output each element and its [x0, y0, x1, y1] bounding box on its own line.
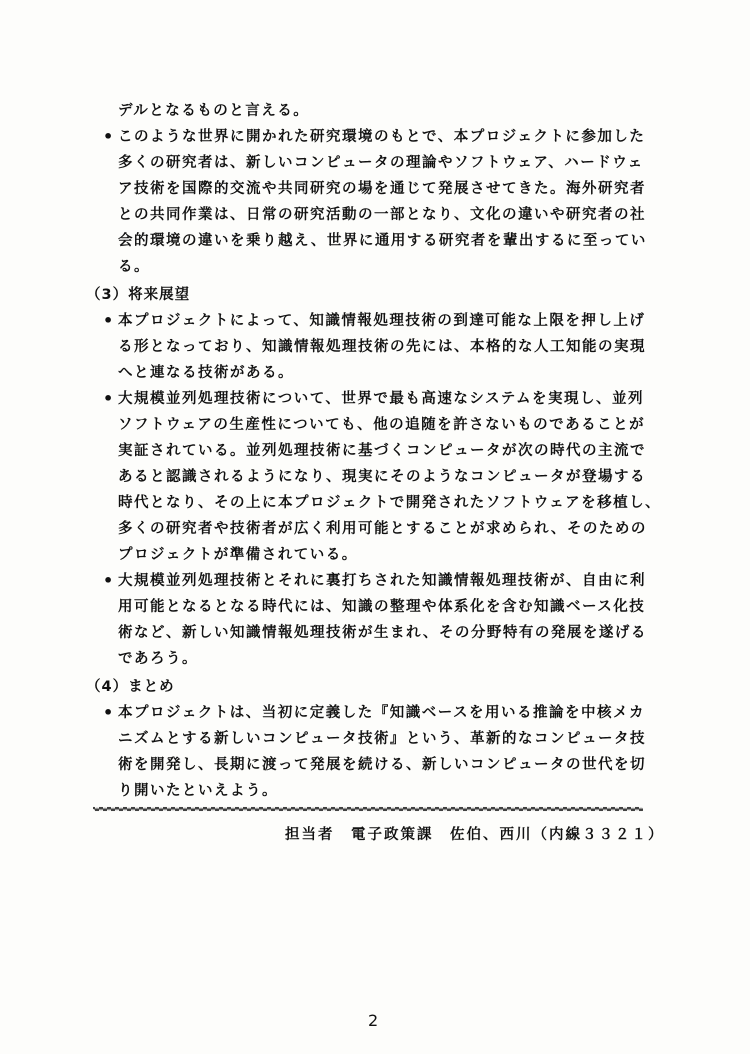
bullet-line: 多くの研究者や技術者が広く利用可能とすることが求められ、そのための — [118, 521, 647, 537]
bullet-line: 本プロジェクトは、当初に定義した『知識ベースを用いる推論を中核メカ — [118, 705, 645, 721]
bullet-line: 時代となり、その上に本プロジェクトで開発されたソフトウェアを移植し、 — [118, 495, 662, 511]
bullet-dot: • — [103, 703, 114, 722]
bullet-line: 大規模並列処理技術とそれに裏打ちされた知識情報処理技術が、自由に利 — [118, 573, 646, 589]
intro-line: デルとなるものと言える。 — [118, 103, 310, 119]
bullet-dot: • — [103, 571, 114, 590]
bullet-line: 術など、新しい知識情報処理技術が生まれ、その分野特有の発展を遂げる — [118, 625, 647, 641]
bullet-line: 用可能となるとなる時代には、知識の整理や体系化を含む知識ベース化技 — [118, 599, 646, 615]
bullet-line: 実証されている。並列処理技術に基づくコンピュータが次の時代の主流で — [118, 443, 646, 459]
bullet-line: ニズムとする新しいコンピュータ技術』という、革新的なコンピュータ技 — [118, 731, 646, 747]
page-number: 2 — [368, 1011, 379, 1030]
bullet-line: る。 — [118, 259, 150, 275]
bullet-line: プロジェクトが準備されている。 — [118, 547, 358, 563]
bullet-dot: • — [103, 127, 114, 146]
section-heading: （3）将来展望 — [86, 287, 191, 303]
contact-line: 担当者 電子政策課 佐伯、西川（内線３３２１） — [285, 827, 665, 843]
bullet-line: ソフトウェアの生産性についても、他の追随を許さないものであることが — [118, 417, 646, 433]
bullet-line: へと連なる技術がある。 — [118, 365, 294, 381]
bullet-line: このような世界に開かれた研究環境のもとで、本プロジェクトに参加した — [118, 129, 646, 145]
bullet-line: 術を開発し、長期に渡って発展を続ける、新しいコンピュータの世代を切 — [118, 757, 646, 773]
bullet-line: あると認識されるようになり、現実にそのようなコンピュータが登場する — [118, 469, 646, 485]
bullet-dot: • — [103, 311, 114, 330]
wavy-divider — [93, 804, 643, 814]
bullet-line: 大規模並列処理技術について、世界で最も高速なシステムを実現し、並列 — [118, 391, 644, 407]
bullet-line: 多くの研究者は、新しいコンピュータの理論やソフトウェア、ハードウェ — [118, 155, 644, 171]
bullet-line: り開いたといえよう。 — [118, 783, 278, 799]
bullet-line: との共同作業は、日常の研究活動の一部となり、文化の違いや研究者の社 — [118, 207, 646, 223]
bullet-line: 会的環境の違いを乗り越え、世界に通用する研究者を輩出するに至ってい — [118, 233, 647, 249]
bullet-line: ア技術を国際的交流や共同研究の場を通じて発展させてきた。海外研究者 — [118, 181, 646, 197]
bullet-line: る形となっており、知識情報処理技術の先には、本格的な人工知能の実現 — [118, 339, 646, 355]
bullet-line: であろう。 — [118, 651, 198, 667]
bullet-dot: • — [103, 389, 114, 408]
bullet-line: 本プロジェクトによって、知識情報処理技術の到達可能な上限を押し上げ — [118, 313, 646, 329]
section-heading: （4）まとめ — [86, 679, 175, 695]
